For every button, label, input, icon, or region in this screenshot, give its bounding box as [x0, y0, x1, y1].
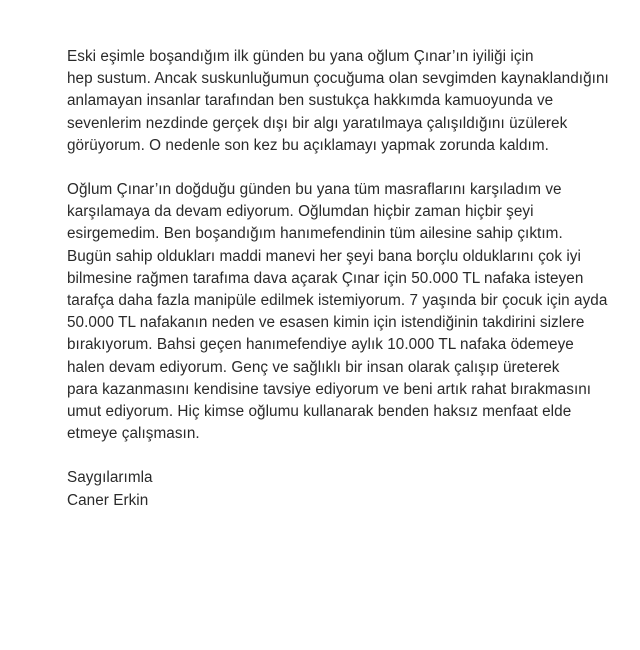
text-line: para kazanmasını kendisine tavsiye ediyorum ve beni artık rahat bırakmasını [67, 380, 592, 398]
text-line: etmeye çalışmasın. [67, 425, 200, 443]
text-line: anlamayan insanlar tarafından ben sustukça hakkımda kamuoyunda ve [67, 92, 554, 110]
text-line: karşılamaya da devam ediyorum. Oğlumdan hiçbir zaman hiçbir şeyi [67, 203, 534, 221]
text-line: halen devam ediyorum. Genç ve sağlıklı bir insan olarak çalışıp üreterek [67, 358, 560, 376]
text-line: tarafça daha fazla manipüle edilmek istemiyorum. 7 yaşında bir çocuk için ayda [67, 292, 608, 310]
text-line: esirgemedim. Ben boşandığım hanımefendinin tüm ailesine sahip çıktım. [67, 225, 563, 243]
paragraph-body [67, 179, 627, 445]
text-line: sevenlerim nezdinde gerçek dışı bir algı yaratılmaya çalışıldığını üzülerek [67, 114, 568, 132]
signer-name: Caner Erkin [67, 491, 149, 509]
text-line: Oğlum Çınar’ın doğduğu günden bu yana tüm masraflarını karşıladım ve [67, 181, 562, 199]
text-line: umut ediyorum. Hiç kimse oğlumu kullanarak benden haksız menfaat elde [67, 403, 572, 421]
closing-text: Saygılarımla [67, 469, 153, 487]
text-line: 50.000 TL nafakanın neden ve esasen kimin için istendiğinin takdirini sizlere [67, 314, 585, 332]
text-line: görüyorum. O nedenle son kez bu açıklamayı yapmak zorunda kaldım. [67, 136, 549, 154]
paragraph-intro [67, 46, 627, 157]
text-line: hep sustum. Ancak suskunluğumun çocuğuma olan sevgimden kaynaklandığını [67, 70, 609, 88]
text-line: bırakıyorum. Bahsi geçen hanımefendiye aylık 10.000 TL nafaka ödemeye [67, 336, 574, 354]
statement-letter [67, 46, 627, 512]
text-line: Bugün sahip oldukları maddi manevi her şeyi bana borçlu olduklarını çok iyi [67, 247, 581, 265]
signature-block [67, 467, 627, 511]
text-line: bilmesine rağmen tarafıma dava açarak Çınar için 50.000 TL nafaka isteyen [67, 269, 584, 287]
text-line: Eski eşimle boşandığım ilk günden bu yana oğlum Çınar’ın iyiliği için [67, 48, 534, 65]
